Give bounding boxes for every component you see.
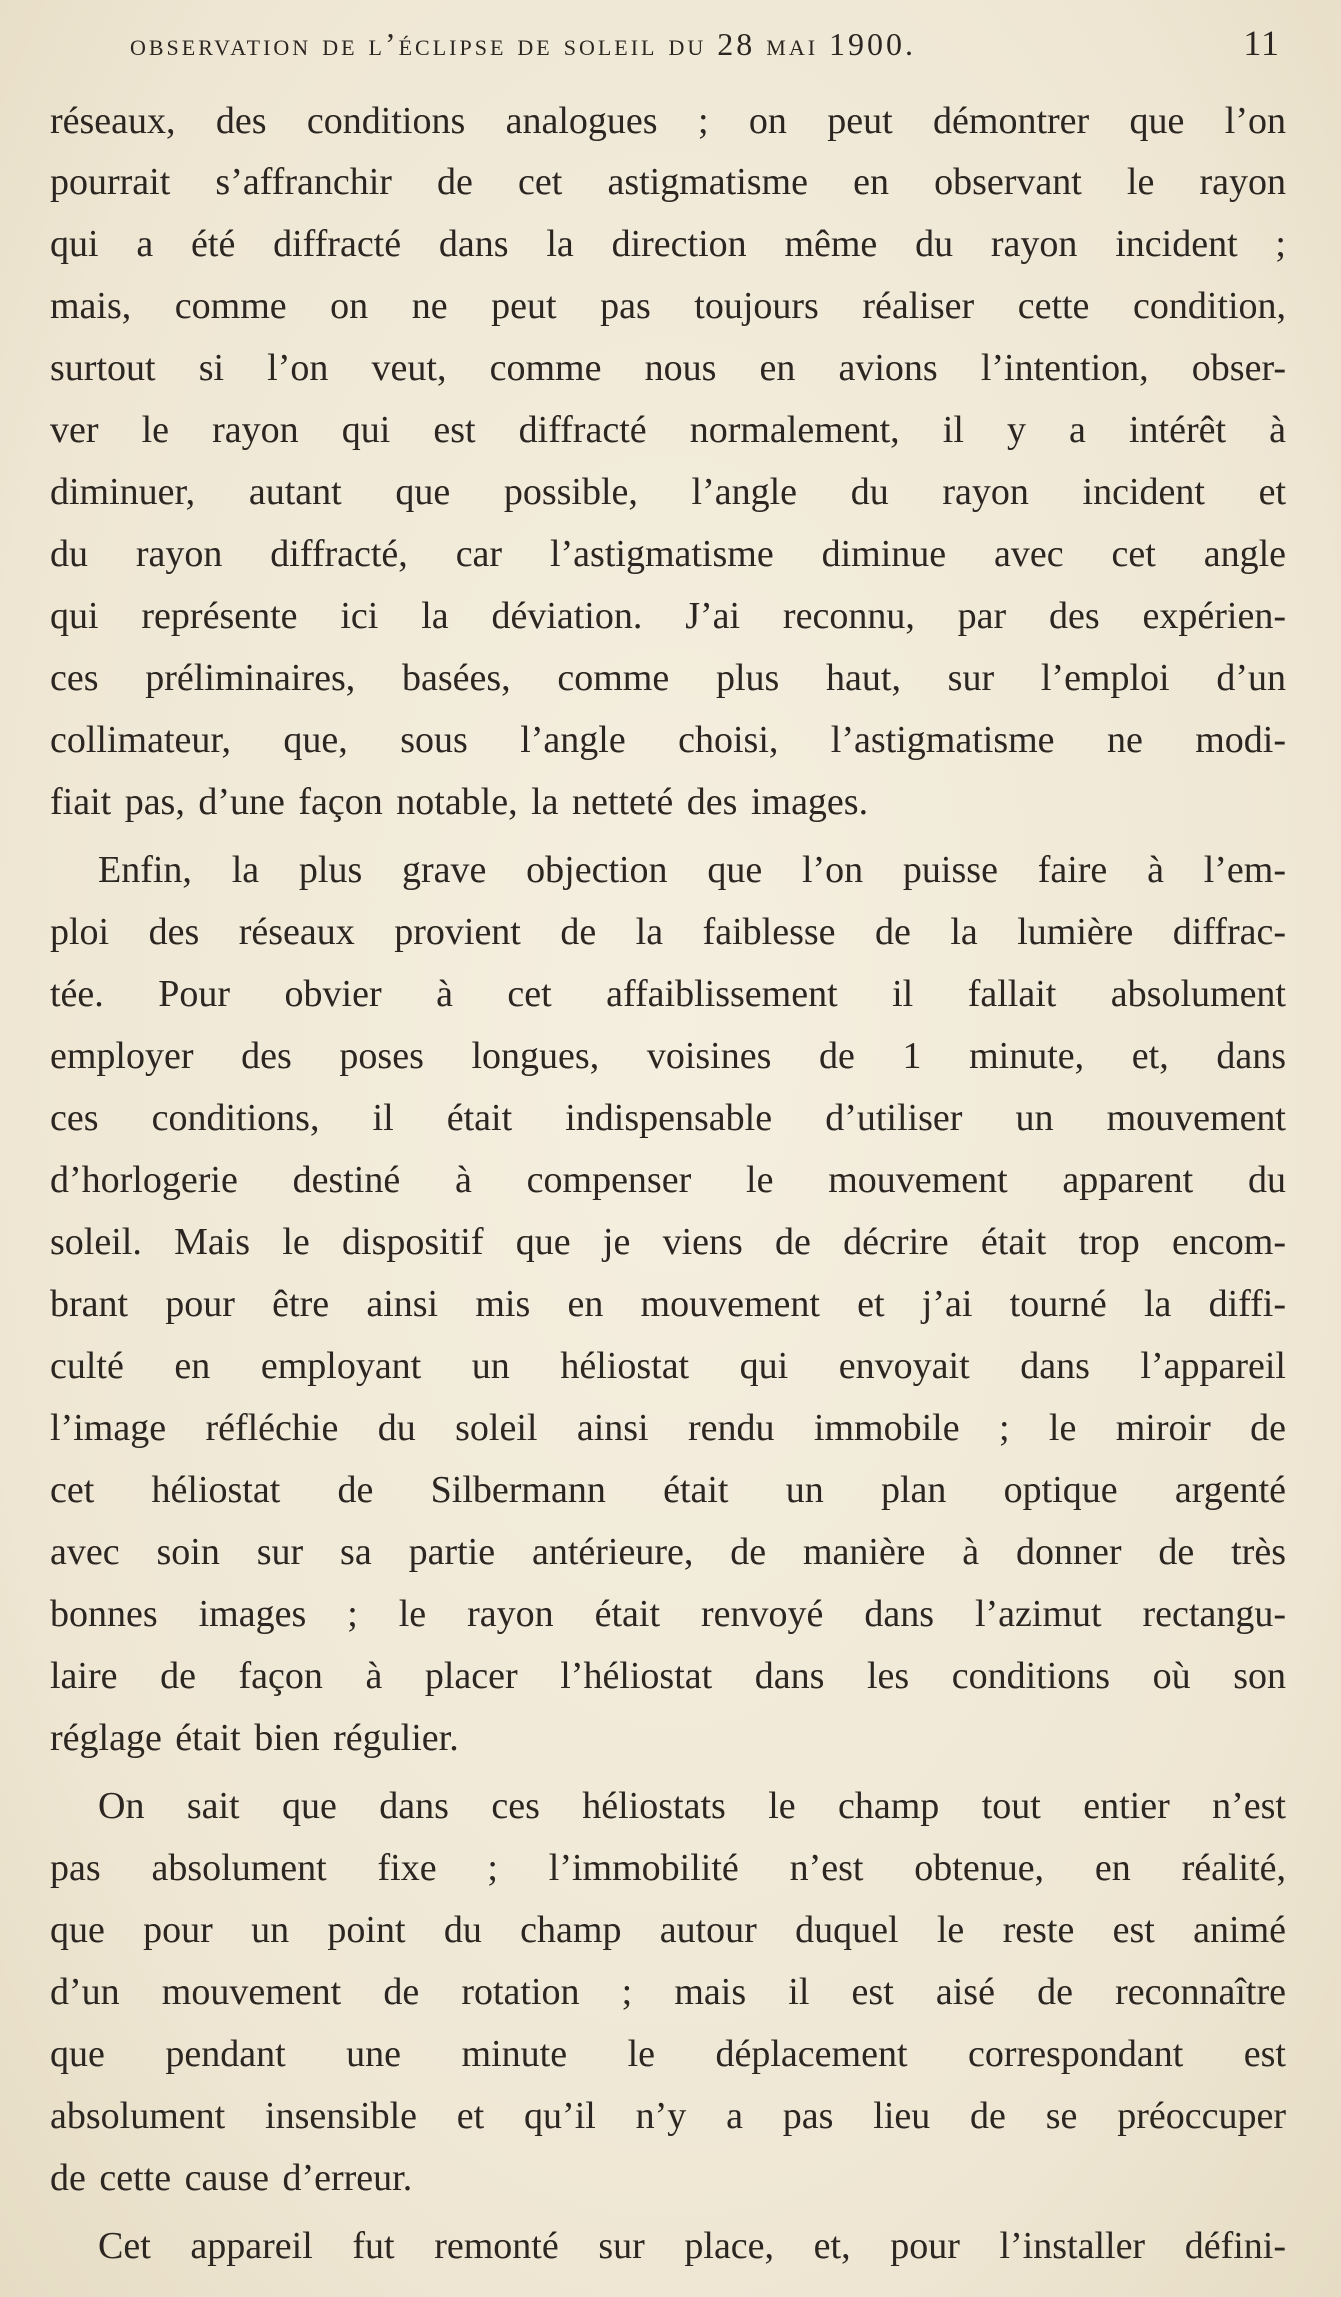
text-line: ces préliminaires, basées, comme plus haut, sur l’emploi d’un [50,657,1286,699]
text-line: bonnes images ; le rayon était renvoyé dans l’azimut rectangu- [50,1593,1286,1635]
text-line: d’un mouvement de rotation ; mais il est aisé de reconnaître [50,1971,1286,2013]
running-title: observation de l’éclipse de soleil du 28 mai 1900. [130,26,917,62]
text-line: de cette cause d’erreur. [50,2157,413,2199]
text-line: l’image réfléchie du soleil ainsi rendu immobile ; le miroir de [50,1407,1286,1449]
text-line: que pour un point du champ autour duquel le reste est animé [50,1909,1286,1951]
text-line: avec soin sur sa partie antérieure, de manière à donner de très [50,1531,1286,1573]
text-line: laire de façon à placer l’héliostat dans les conditions où son [50,1655,1286,1697]
text-line: qui a été diffracté dans la direction même du rayon incident ; [50,223,1286,265]
text-line: pas absolument fixe ; l’immobilité n’est obtenue, en réalité, [50,1847,1286,1889]
text-line: collimateur, que, sous l’angle choisi, l’astigmatisme ne modi- [50,719,1286,761]
text-line: réglage était bien régulier. [50,1717,459,1759]
paragraph-start-line: Cet appareil fut remonté sur place, et, pour l’installer défini- [98,2225,1286,2267]
text-line: surtout si l’on veut, comme nous en avions l’intention, obser- [50,347,1286,389]
paragraph-start-line: Enfin, la plus grave objection que l’on puisse faire à l’em- [98,849,1286,891]
text-line: mais, comme on ne peut pas toujours réaliser cette condition, [50,285,1286,327]
paragraph-start-line: On sait que dans ces héliostats le champ tout entier n’est [98,1785,1286,1827]
text-line: ces conditions, il était indispensable d’utiliser un mouvement [50,1097,1286,1139]
text-line: d’horlogerie destiné à compenser le mouvement apparent du [50,1159,1286,1201]
page-header [130,22,1280,72]
text-line: cet héliostat de Silbermann était un plan optique argenté [50,1469,1286,1511]
text-line: soleil. Mais le dispositif que je viens de décrire était trop encom- [50,1221,1286,1263]
text-line: pourrait s’affranchir de cet astigmatisme en observant le rayon [50,161,1286,203]
text-line: brant pour être ainsi mis en mouvement et j’ai tourné la diffi- [50,1283,1286,1325]
text-line: du rayon diffracté, car l’astigmatisme diminue avec cet angle [50,533,1286,575]
text-line: réseaux, des conditions analogues ; on peut démontrer que l’on [50,100,1286,142]
text-line: diminuer, autant que possible, l’angle du rayon incident et [50,471,1286,513]
page-number: 11 [1243,23,1280,63]
text-line: ploi des réseaux provient de la faiblesse de la lumière diffrac- [50,911,1286,953]
text-line: culté en employant un héliostat qui envoyait dans l’appareil [50,1345,1286,1387]
text-line: tée. Pour obvier à cet affaiblissement il fallait absolument [50,973,1286,1015]
text-line: qui représente ici la déviation. J’ai reconnu, par des expérien- [50,595,1286,637]
text-line: que pendant une minute le déplacement correspondant est [50,2033,1286,2075]
text-line: fiait pas, d’une façon notable, la netteté des images. [50,781,869,823]
text-line: absolument insensible et qu’il n’y a pas lieu de se préoccuper [50,2095,1286,2137]
text-line: employer des poses longues, voisines de 1 minute, et, dans [50,1035,1286,1077]
text-line: ver le rayon qui est diffracté normalement, il y a intérêt à [50,409,1286,451]
